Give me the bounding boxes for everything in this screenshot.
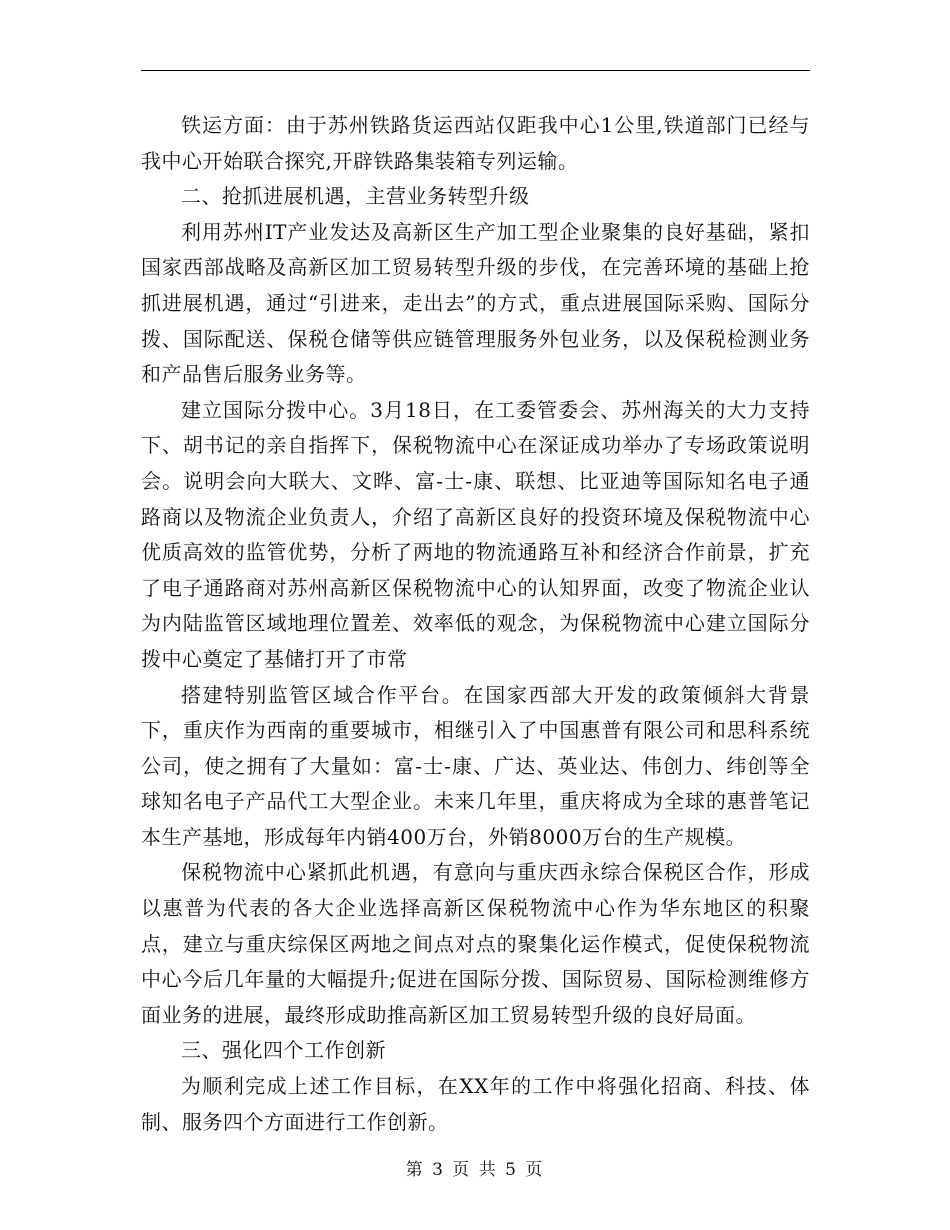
- section-heading-3: 三、强化四个工作创新: [181, 1038, 386, 1063]
- document-body: [141, 108, 810, 1140]
- section-heading-2: 二、抢抓进展机遇，主营业务转型升级: [181, 184, 530, 209]
- header-rule: [141, 70, 810, 71]
- page-footer: [0, 1155, 950, 1180]
- page-number-label: 第 3 页 共 5 页: [405, 1160, 545, 1180]
- paragraph-innovation: 为顺利完成上述工作目标，在XX年的工作中将强化招商、科技、体制、服务四个方面进行工作创新。: [141, 1074, 810, 1134]
- paragraph-cooperation-platform: 搭建特别监管区域合作平台。在国家西部大开发的政策倾斜大背景下，重庆作为西南的重要城市，相继引入了中国惠普有限公司和思科系统公司，使之拥有了大量如：富-士-康、广达、英业达、伟创力、纬创等全球知名电子产品代工大型企业。未来几年里，重庆将成为全球的惠普笔记本生产基地，形成每年内销400万台，外销8000万台的生产规模。: [141, 682, 810, 849]
- paragraph-distribution-center: 建立国际分拨中心。3月18日，在工委管委会、苏州海关的大力支持下、胡书记的亲自指挥下，保税物流中心在深证成功举办了专场政策说明会。说明会向大联大、文晔、富-士-康、联想、比亚迪等国际知名电子通路商以及物流企业负责人，介绍了高新区良好的投资环境及保税物流中心优质高效的监管优势，分析了两地的物流通路互补和经济合作前景，扩充了电子通路商对苏州高新区保税物流中心的认知界面，改变了物流企业认为内陆监管区域地理位置差、效率低的观念，为保税物流中心建立国际分拨中心奠定了基储打开了市常: [141, 397, 810, 671]
- paragraph-rail-transport: 铁运方面：由于苏州铁路货运西站仅距我中心1公里,铁道部门已经与我中心开始联合探究,开辟铁路集装箱专列运输。: [141, 113, 810, 173]
- paragraph-opportunity: 保税物流中心紧抓此机遇，有意向与重庆西永综合保税区合作，形成以惠普为代表的各大企业选择高新区保税物流中心作为华东地区的积聚点，建立与重庆综保区两地之间点对点的聚集化运作模式，促使保税物流中心今后几年量的大幅提升;促进在国际分拨、国际贸易、国际检测维修方面业务的进展，最终形成助推高新区加工贸易转型升级的良好局面。: [141, 860, 810, 1027]
- paragraph-business-upgrade: 利用苏州IT产业发达及高新区生产加工型企业聚集的良好基础，紧扣国家西部战略及高新区加工贸易转型升级的步伐，在完善环境的基础上抢抓进展机遇，通过“引进来，走出去”的方式，重点进展国际采购、国际分拨、国际配送、保税仓储等供应链管理服务外包业务，以及保税检测业务和产品售后服务业务等。: [141, 219, 810, 387]
